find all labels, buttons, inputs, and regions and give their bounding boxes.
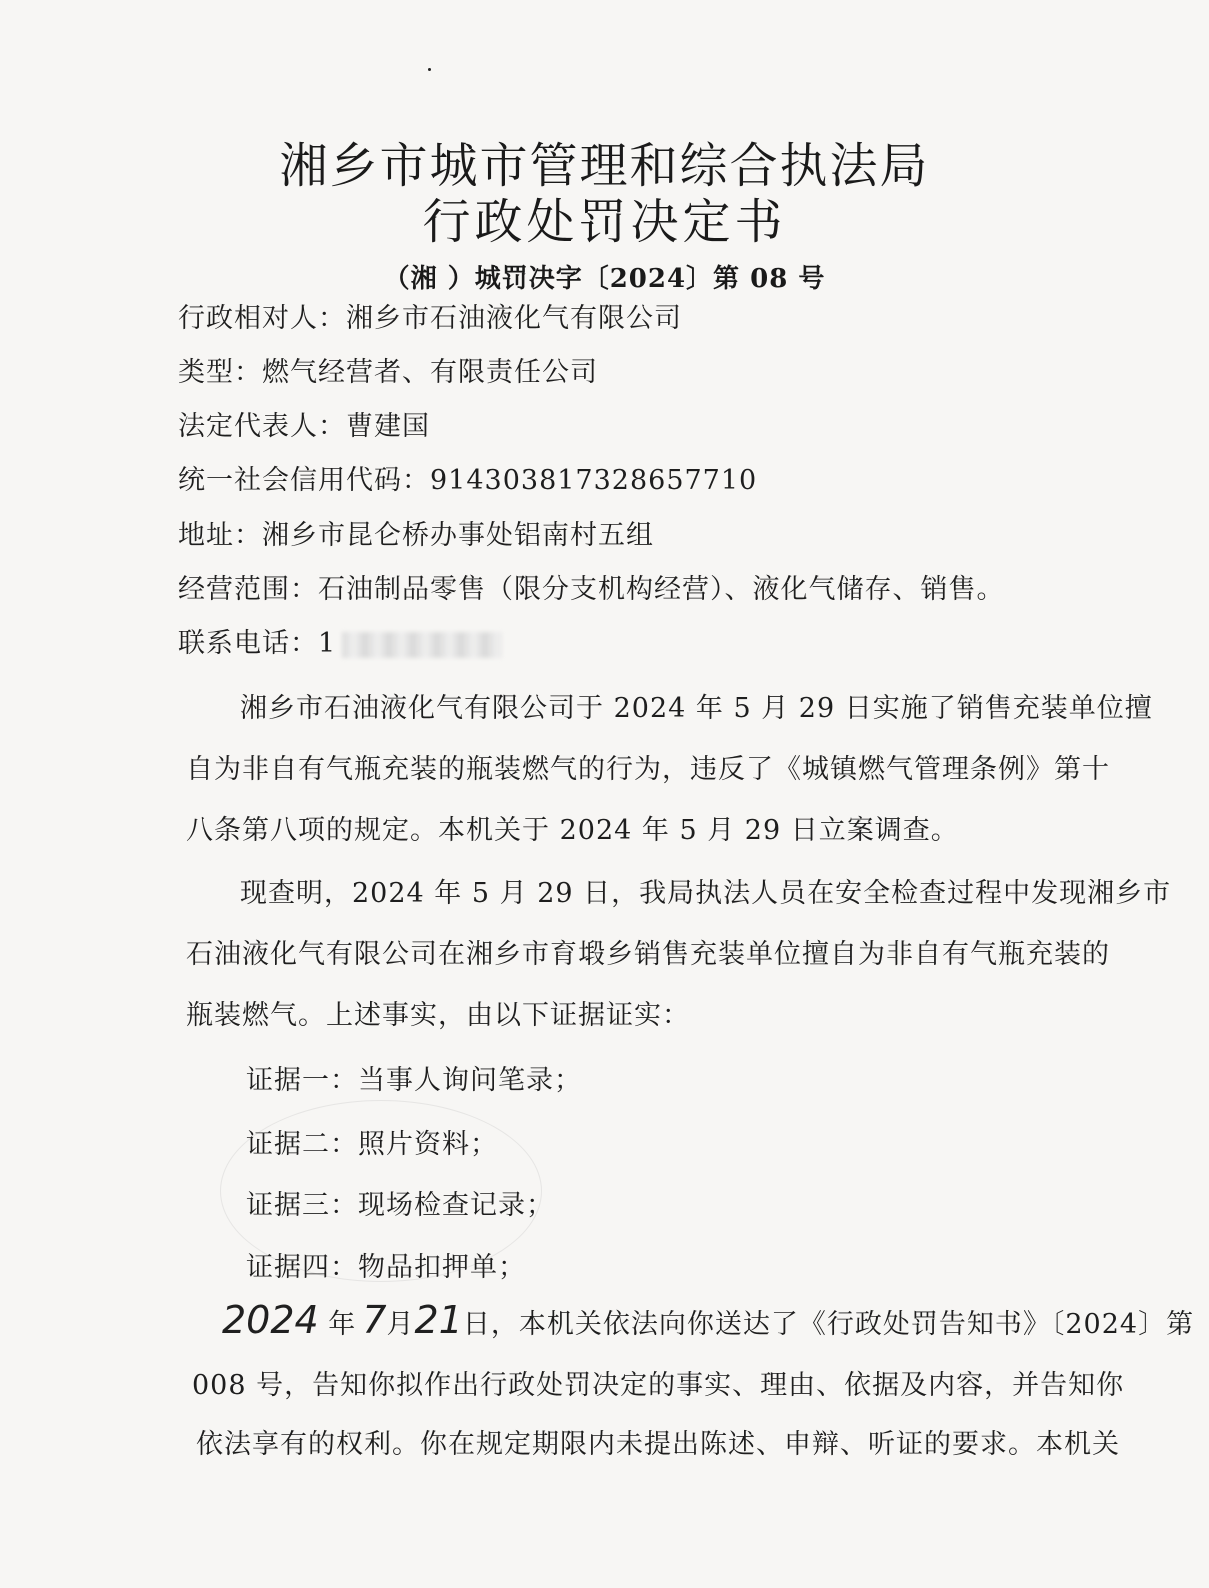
- paragraph3-line3: 依法享有的权利。你在规定期限内未提出陈述、申辩、听证的要求。本机关: [196, 1429, 1120, 1460]
- paragraph3-line1: [222, 1298, 1194, 1342]
- paragraph2-line1: 现查明，2024 年 5 月 29 日，我局执法人员在安全检查过程中发现湘乡市: [240, 878, 1172, 909]
- legal-rep-line: 法定代表人：曹建国: [178, 411, 430, 442]
- paragraph2-line2: 石油液化气有限公司在湘乡市育塅乡销售充装单位擅自为非自有气瓶充装的: [186, 939, 1110, 970]
- address-line: 地址：湘乡市昆仑桥办事处铝南村五组: [178, 520, 654, 551]
- handwritten-month: 7: [362, 1298, 387, 1342]
- agency-title: 湘乡市城市管理和综合执法局: [279, 138, 930, 194]
- month-unit: 月: [386, 1309, 415, 1340]
- credit-code-line: 统一社会信用代码：914303817328657710: [178, 465, 758, 496]
- paragraph3-line1-text: 日，本机关依法向你送达了《行政处罚告知书》〔2024〕第: [462, 1309, 1195, 1340]
- handwritten-year: 2024: [222, 1298, 319, 1342]
- paragraph1-line1: 湘乡市石油液化气有限公司于 2024 年 5 月 29 日实施了销售充装单位擅: [240, 693, 1153, 724]
- business-scope-line: 经营范围：石油制品零售（限分支机构经营）、液化气储存、销售。: [178, 574, 1005, 605]
- paragraph3-line2: 008 号，告知你拟作出行政处罚决定的事实、理由、依据及内容，并告知你: [192, 1370, 1125, 1401]
- phone-redaction-blur: [342, 632, 502, 658]
- ink-speck: [428, 68, 431, 71]
- document-type-title: 行政处罚决定书: [422, 194, 787, 250]
- type-line: 类型：燃气经营者、有限责任公司: [178, 357, 598, 388]
- document-number: （湘 ）城罚决字〔2024〕第 08 号: [383, 264, 826, 294]
- paragraph1-line2: 自为非自有气瓶充装的瓶装燃气的行为，违反了《城镇燃气管理条例》第十: [186, 754, 1110, 785]
- year-unit: 年: [318, 1309, 357, 1340]
- evidence-item: 证据一：当事人询问笔录；: [246, 1065, 582, 1096]
- evidence-item: 证据二：照片资料；: [246, 1129, 498, 1160]
- evidence-item: 证据三：现场检查记录；: [246, 1190, 554, 1221]
- handwritten-day: 21: [414, 1298, 463, 1342]
- phone-visible-digit: 1: [318, 628, 337, 659]
- phone-label: 联系电话：: [178, 628, 318, 659]
- respondent-line: 行政相对人：湘乡市石油液化气有限公司: [178, 303, 682, 334]
- paragraph1-line3: 八条第八项的规定。本机关于 2024 年 5 月 29 日立案调查。: [186, 815, 959, 846]
- paragraph2-line3: 瓶装燃气。上述事实，由以下证据证实：: [186, 1000, 690, 1031]
- phone-line: [178, 621, 502, 660]
- evidence-item: 证据四：物品扣押单；: [246, 1252, 526, 1283]
